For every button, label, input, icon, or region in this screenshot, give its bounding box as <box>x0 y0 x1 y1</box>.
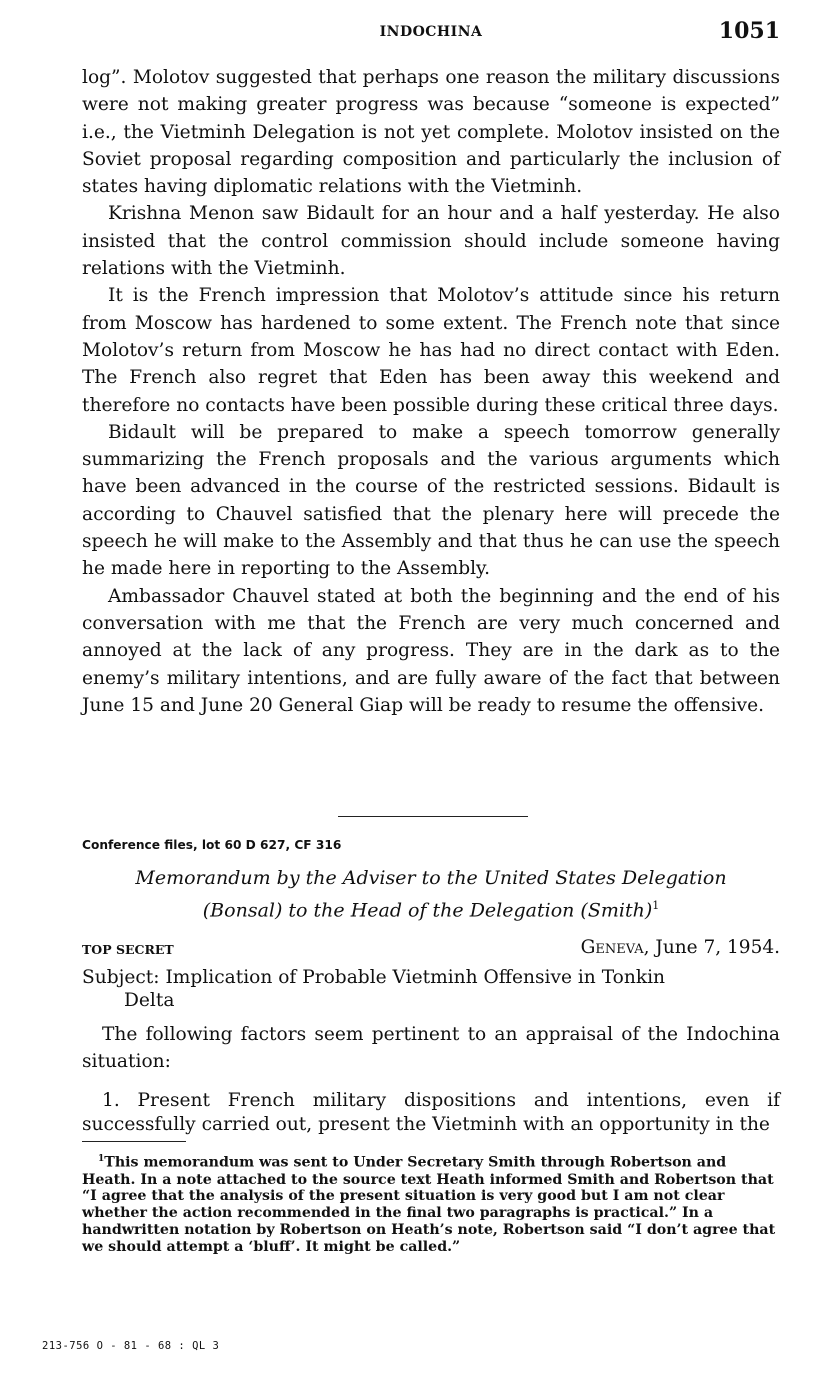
footnote-reference: 1 <box>652 899 660 912</box>
running-head <box>82 18 780 48</box>
body-paragraph: It is the French impression that Molotov’s attitude since his return from Moscow has hardened to some extent. The French note that since Molotov’s return from Moscow he has had no direct contact with Eden. The French also regret that Eden has been away this weekend and therefore no contacts have been possible during these critical three days. <box>82 285 780 416</box>
memo-body <box>82 1022 780 1137</box>
memo-title-line-2-text: (Bonsal) to the Head of the Delegation (Smith) <box>202 899 653 922</box>
subject-second-line: Delta <box>124 990 175 1011</box>
dateline-place: Geneva, <box>580 937 650 958</box>
subject-line <box>82 966 780 1012</box>
footnote <box>82 1151 780 1256</box>
body-paragraph: log”. Molotov suggested that perhaps one reason the military discussions were not making greater progress was because “someone is expected” i.e., the Vietminh Delegation is not yet complete. Molotov insisted on the Soviet proposal regarding composition and particularly the inclusion of states having diplomatic relations with the Vietminh. <box>82 67 780 198</box>
subject-text: Implication of Probable Vietminh Offensive in Tonkin <box>159 967 666 988</box>
footnote-mark: 1 <box>98 1154 105 1164</box>
body-paragraph: Krishna Menon saw Bidault for an hour and a half yesterday. He also insisted that the control commission should include someone having relations with the Vietminh. <box>82 203 780 280</box>
body-text <box>82 64 780 719</box>
memo-title <box>82 865 780 924</box>
source-citation: Conference files, lot 60 D 627, CF 316 <box>82 838 342 852</box>
memo-intro: The following factors seem pertinent to an appraisal of the Indochina situation: <box>82 1024 780 1072</box>
memo-item-1: 1. Present French military dispositions and intentions, even if successfully carried out, present the Vietminh with an opportunity in the <box>82 1090 780 1135</box>
running-title: INDOCHINA <box>379 24 483 40</box>
print-code: 213-756 O - 81 - 68 : QL 3 <box>42 1340 220 1352</box>
subject-label: Subject: <box>82 967 160 988</box>
subject-first-line <box>82 966 780 989</box>
dateline <box>581 937 780 958</box>
memo-title-line-2 <box>82 892 780 924</box>
section-divider <box>338 816 528 817</box>
memo-title-line-1: Memorandum by the Adviser to the United States Delegation <box>135 867 727 889</box>
body-paragraph: Ambassador Chauvel stated at both the beginning and the end of his conversation with me that the French are very much concerned and annoyed at the lack of any progress. They are in the dark as to the enemy’s military intentions, and are fully aware of the fact that between June 15 and June 20 General Giap will be ready to resume the offensive. <box>82 585 780 716</box>
footnote-divider <box>82 1141 186 1142</box>
footnote-text: This memorandum was sent to Under Secretary Smith through Robertson and Heath. In a note attached to the source text Heath informed Smith and Robertson that “I agree that the analysis of the present situation is very good but I am not clear whether the action recommended in the final two paragraphs is practical.” In a handwritten notation by Robertson on Heath’s note, Robertson said “I don’t agree that we should attempt a ‘bluff’. It might be called.” <box>82 1154 776 1255</box>
dateline-date: June 7, 1954. <box>649 937 780 958</box>
classification-marking: TOP SECRET <box>82 942 174 957</box>
body-paragraph: Bidault will be prepared to make a speech tomorrow generally summarizing the French proposals and the various arguments which have been advanced in the course of the restricted sessions. Bidault is according to Chauvel satisfied that the plenary here will precede the speech he will make to the Assembly and that thus he can use the speech he made here in reporting to the Assembly. <box>82 421 780 580</box>
page-number: 1051 <box>718 18 780 44</box>
